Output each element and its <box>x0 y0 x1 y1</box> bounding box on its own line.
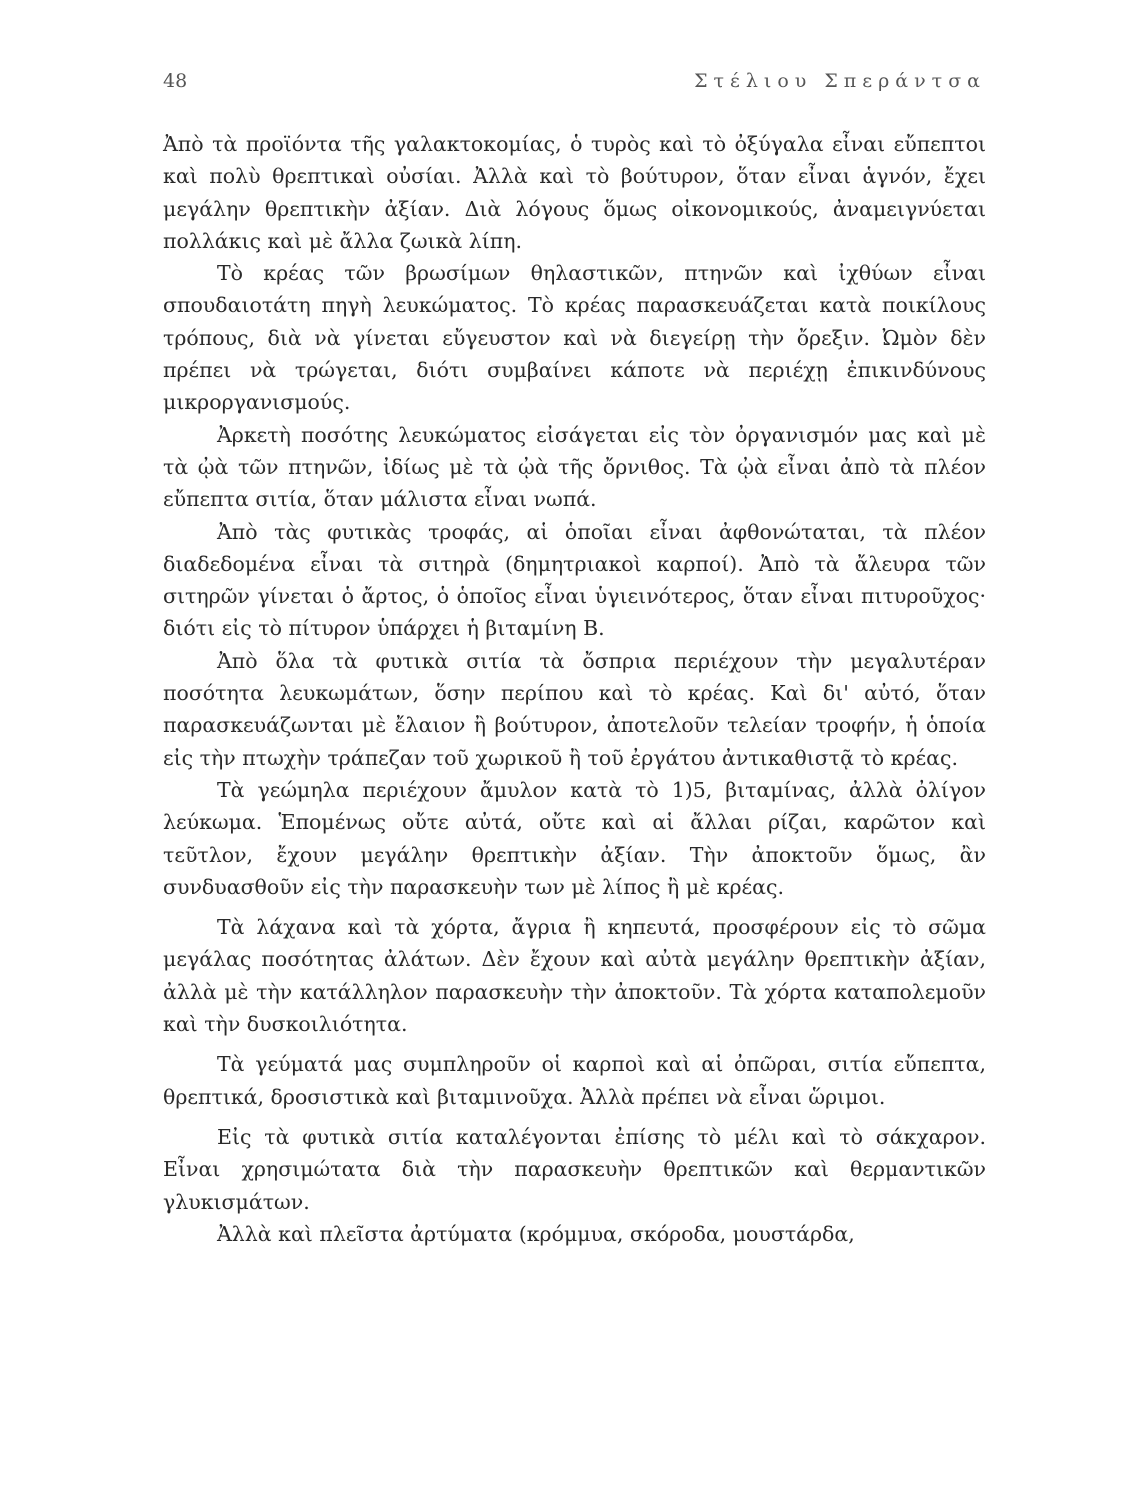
running-head-author: Στέλιου Σπεράντσα <box>694 70 986 92</box>
body-text <box>163 128 986 1250</box>
paragraph-condiments: Ἀλλὰ καὶ πλεῖστα ἀρτύματα (κρόμμυα, σκόροδα, μουστάρδα, <box>217 1221 855 1246</box>
paragraph-eggs: Ἀρκετὴ ποσότης λευκώματος εἰσάγεται εἰς τὸν ὀργανισμόν μας καὶ μὲ τὰ ᾠὰ τῶν πτηνῶν, ἰδίως μὲ τὰ ᾠὰ τῆς ὄρνιθος. Τὰ ᾠὰ εἶναι ἀπὸ τὰ πλέον εὔπεπτα σιτία, ὅταν μάλιστα εἶναι νωπά. <box>163 422 986 512</box>
page-number: 48 <box>163 70 188 92</box>
paragraph-potatoes: Τὰ γεώμηλα περιέχουν ἄμυλον κατὰ τὸ 1)5, βιταμίνας, ἀλλὰ ὀλίγον λεύκωμα. Ἑπομένως οὔτε αὐτά, οὔτε καὶ αἱ ἄλλαι ρίζαι, καρῶτον καὶ τεῦτλον, ἔχουν μεγάλην θρεπτικὴν ἀξίαν. Τὴν ἀποκτοῦν ὅμως, ἂν συνδυασθοῦν εἰς τὴν παρασκευὴν των μὲ λίπος ἢ μὲ κρέας. <box>163 777 986 899</box>
paragraph-meat: Τὸ κρέας τῶν βρωσίμων θηλαστικῶν, πτηνῶν καὶ ἰχθύων εἶναι σπουδαιοτάτη πηγὴ λευκώματος. Τὸ κρέας παρασκευάζεται κατὰ ποικίλους τρόπους, διὰ νὰ γίνεται εὔγευστον καὶ νὰ διεγείρῃ τὴν ὄρεξιν. Ὠμὸν δὲν πρέπει νὰ τρώγεται, διότι συμβαίνει κάποτε νὰ περιέχῃ ἐπικινδύνους μικροργανισμούς. <box>163 261 986 415</box>
paragraph-greens: Τὰ λάχανα καὶ τὰ χόρτα, ἄγρια ἢ κηπευτά, προσφέρουν εἰς τὸ σῶμα μεγάλας ποσότητας ἀλάτων. Δὲν ἔχουν καὶ αὐτὰ μεγάλην θρεπτικὴν ἀξίαν, ἀλλὰ μὲ τὴν κατάλληλον παρασκευὴν τὴν ἀποκτοῦν. Τὰ χόρτα καταπολεμοῦν καὶ τὴν δυσκοιλιότητα. <box>163 915 986 1037</box>
paragraph-cereals: Ἀπὸ τὰς φυτικὰς τροφάς, αἱ ὁποῖαι εἶναι ἀφθονώταται, τὰ πλέον διαδεδομένα εἶναι τὰ σιτηρὰ (δημητριακοὶ καρποί). Ἀπὸ τὰ ἄλευρα τῶν σιτηρῶν γίνεται ὁ ἄρτος, ὁ ὁποῖος εἶναι ὑγιεινότερος, ὅταν εἶναι πιτυροῦχος· διότι εἰς τὸ πίτυρον ὑπάρχει ἡ βιταμίνη Β. <box>163 519 986 641</box>
paragraph-honey-sugar: Εἰς τὰ φυτικὰ σιτία καταλέγονται ἐπίσης τὸ μέλι καὶ τὸ σάκχαρον. Εἶναι χρησιμώτατα διὰ τὴν παρασκευὴν θρεπτικῶν καὶ θερμαντικῶν γλυκισμάτων. <box>163 1124 986 1214</box>
paragraph-legumes: Ἀπὸ ὅλα τὰ φυτικὰ σιτία τὰ ὄσπρια περιέχουν τὴν μεγαλυτέραν ποσότητα λευκωμάτων, ὅσην περίπου καὶ τὸ κρέας. Καὶ δι' αὐτό, ὅταν παρασκευάζωνται μὲ ἔλαιον ἢ βούτυρον, ἀποτελοῦν τελείαν τροφήν, ἡ ὁποία εἰς τὴν πτωχὴν τράπεζαν τοῦ χωρικοῦ ἢ τοῦ ἐργάτου ἀντικαθιστᾷ τὸ κρέας. <box>163 648 986 770</box>
page-header <box>163 70 986 98</box>
paragraph-dairy: Ἀπὸ τὰ προϊόντα τῆς γαλακτοκομίας, ὁ τυρὸς καὶ τὸ ὀξύγαλα εἶναι εὔπεπτοι καὶ πολὺ θρεπτικαὶ οὐσίαι. Ἀλλὰ καὶ τὸ βούτυρον, ὅταν εἶναι ἁγνόν, ἔχει μεγάλην θρεπτικὴν ἀξίαν. Διὰ λόγους ὅμως οἰκονομικούς, ἀναμειγνύεται πολλάκις καὶ μὲ ἄλλα ζωικὰ λίπη. <box>163 132 986 253</box>
paragraph-fruits: Τὰ γεύματά μας συμπληροῦν οἱ καρποὶ καὶ αἱ ὀπῶραι, σιτία εὔπεπτα, θρεπτικά, δροσιστικὰ καὶ βιταμινοῦχα. Ἀλλὰ πρέπει νὰ εἶναι ὥριμοι. <box>163 1052 986 1109</box>
